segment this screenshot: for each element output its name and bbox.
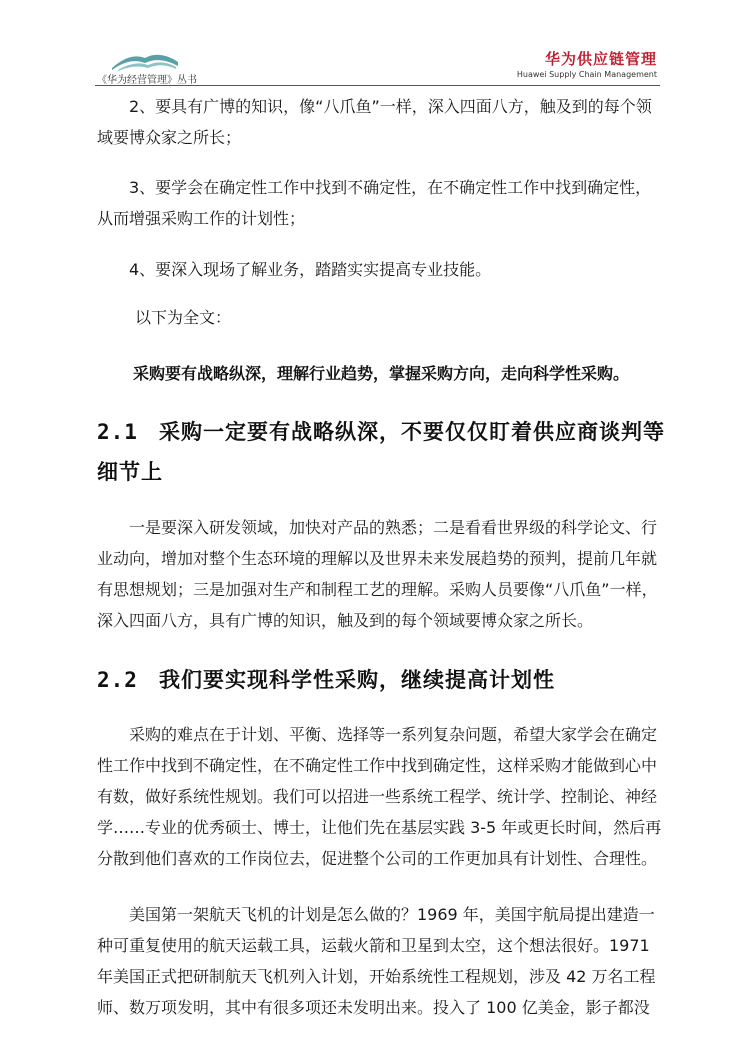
section-2-2-paragraph-1: 采购的难点在于计划、平衡、选择等一系列复杂问题，希望大家学会在确定性工作中找到不确定性，在不确定性工作中找到确定性，这样采购才能做到心中有数，做好系统性规划。我们可以招进一些系统工程学、统计学、控制论、神经学……专业的优秀硕士、博士，让他们先在基层实践 3-5 年或更长时间，然后再分散到他们喜欢的工作岗位去，促进整个公司的工作更加具有计划性、合理性。 <box>97 725 662 868</box>
point-4-paragraph: 4、要深入现场了解业务，踏踏实实提高专业技能。 <box>129 260 492 279</box>
point-2-paragraph: 2、要具有广博的知识，像“八爪鱼”一样，深入四面八方，触及到的每个领域要博众家之所长； <box>97 97 652 147</box>
section-number: 2.2 <box>97 668 138 692</box>
point-3-paragraph: 3、要学会在确定性工作中找到不确定性，在不确定性工作中找到确定性，从而增强采购工作的计划性； <box>97 178 652 228</box>
section-title: 我们要实现科学性采购，继续提高计划性 <box>159 668 555 692</box>
header-subtitle: Huawei Supply Chain Management <box>516 70 657 79</box>
header-title: 华为供应链管理 <box>544 50 657 68</box>
section-2-1-paragraph: 一是要深入研发领域，加快对产品的熟悉；二是看看世界级的科学论文、行业动向，增加对整个生态环境的理解以及世界未来发展趋势的预判，提前几年就有思想规划；三是加强对生产和制程工艺的理解。采购人员要像“八爪鱼”一样，深入四面八方，具有广博的知识，触及到的每个领域要博众家之所长。 <box>97 518 658 630</box>
section-number: 2.1 <box>97 420 138 444</box>
book-series-label: 《华为经营管理》丛书 <box>97 75 197 86</box>
section-2-2-paragraph-2: 美国第一架航天飞机的计划是怎么做的？1969 年，美国宇航局提出建造一种可重复使用的航天运载工具，运载火箭和卫星到太空，这个想法很好。1971 年美国正式把研制航天飞机列入计划，开始系统性工程规划，涉及 42 万名工程师、数万项发明，其中有很多项还未发明出来。投入了 100 亿美金，影子都没 <box>97 905 656 1017</box>
section-2-1-heading <box>97 412 667 492</box>
summary-statement: 采购要有战略纵深，理解行业趋势，掌握采购方向，走向科学性采购。 <box>133 364 630 383</box>
section-2-2-heading <box>97 660 667 700</box>
section-title: 采购一定要有战略纵深，不要仅仅盯着供应商谈判等细节上 <box>97 420 665 484</box>
fulltext-lead: 以下为全文： <box>135 308 232 327</box>
